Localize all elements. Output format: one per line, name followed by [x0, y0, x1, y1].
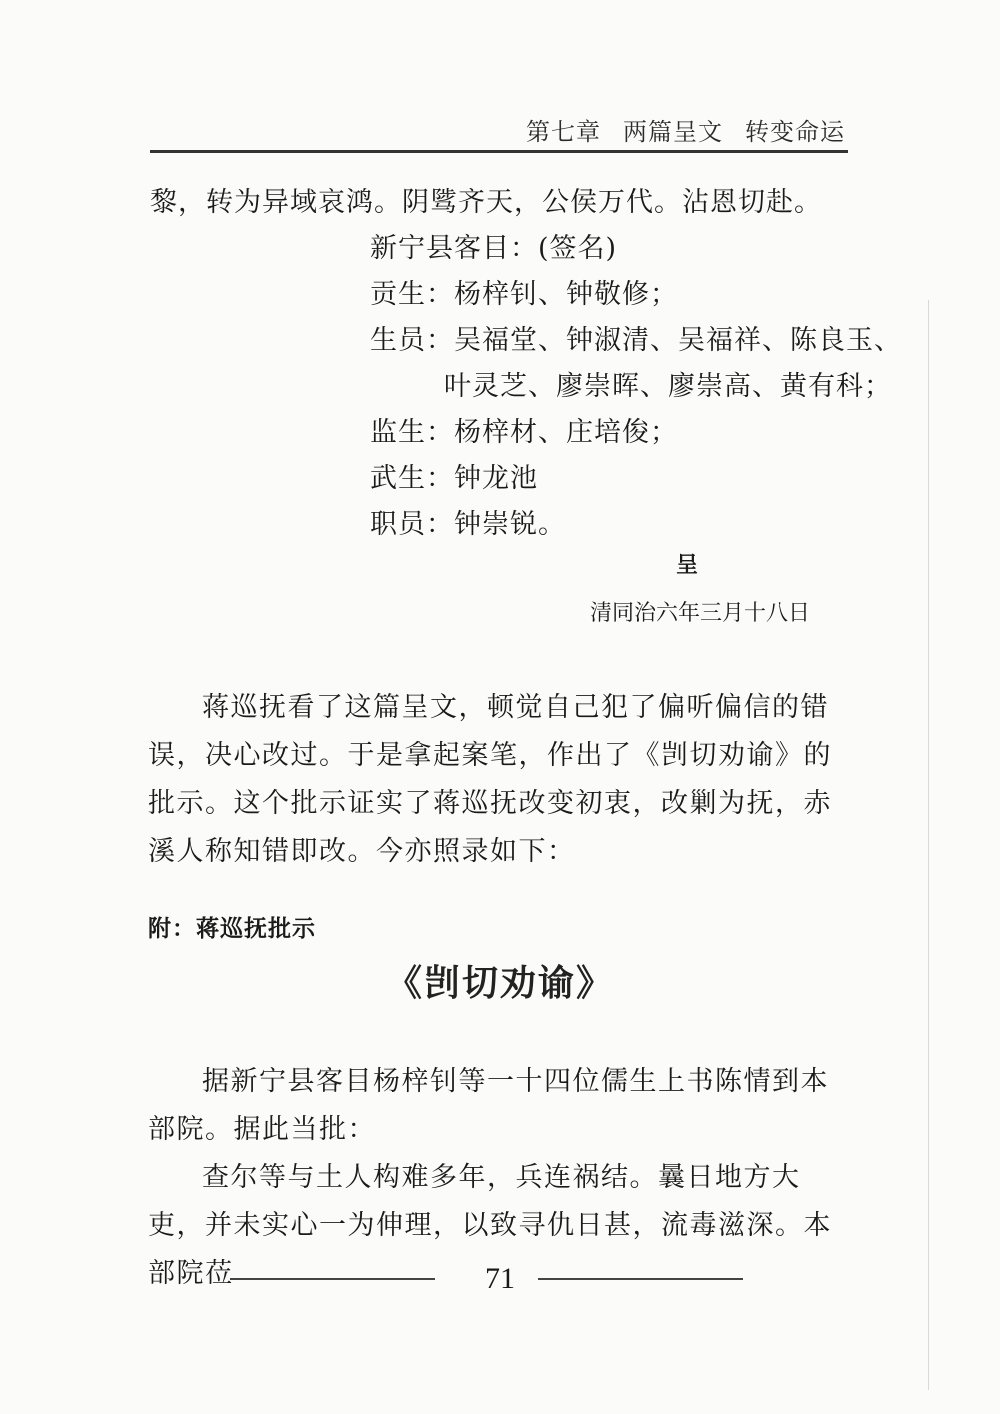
- signatory-wusheng: 武生：钟龙池: [370, 463, 538, 494]
- chapter-title-part-2: 转变命运: [745, 118, 845, 146]
- signatory-jiansheng: 监生：杨梓材、庄培俊；: [370, 417, 678, 448]
- cheng-mark: 呈: [676, 553, 699, 578]
- signatory-gongsheng: 贡生：杨梓钊、钟敬修；: [370, 279, 678, 310]
- footer-rule-right: [538, 1278, 743, 1280]
- header-rule: [150, 150, 848, 153]
- chapter-title-part-1: 两篇呈文: [623, 118, 723, 146]
- appendix-label: 附：蒋巡抚批示: [148, 916, 316, 942]
- running-header: [150, 112, 845, 147]
- appendix-title: 《剀切劝谕》: [385, 963, 614, 1004]
- page-number: 71: [485, 1262, 515, 1295]
- signatory-intro: 新宁县客目：(签名): [370, 233, 618, 264]
- narrative-paragraph: 蒋巡抚看了这篇呈文，顿觉自己犯了偏听偏信的错误，决心改过。于是拿起案笔，作出了《剀切劝谕》的批示。这个批示证实了蒋巡抚改变初衷，改剿为抚，赤溪人称知错即改。今亦照录如下：: [148, 692, 832, 867]
- signatory-zhiyuan: 职员：钟崇锐。: [370, 509, 566, 540]
- appendix-paragraph-2: 查尔等与土人构难多年，兵连祸结。曩日地方大吏，并未实心一为伸理，以致寻仇日甚，流毒滋深。本部院莅: [148, 1162, 832, 1289]
- petition-date: 清同治六年三月十八日: [590, 601, 811, 626]
- petition-closing-line: 黎，转为异域哀鸿。阴骘齐天，公侯万代。沾恩切赴。: [150, 187, 822, 218]
- scan-edge-line: [928, 300, 929, 1390]
- signatory-shengyuan-1: 生员：吴福堂、钟淑清、吴福祥、陈良玉、: [370, 325, 902, 356]
- signatory-shengyuan-2: 叶灵芝、廖崇晖、廖崇高、黄有科；: [444, 371, 892, 402]
- appendix-paragraph-1: 据新宁县客目杨梓钊等一十四位儒生上书陈情到本部院。据此当批：: [148, 1066, 829, 1145]
- chapter-label: 第七章: [526, 118, 601, 146]
